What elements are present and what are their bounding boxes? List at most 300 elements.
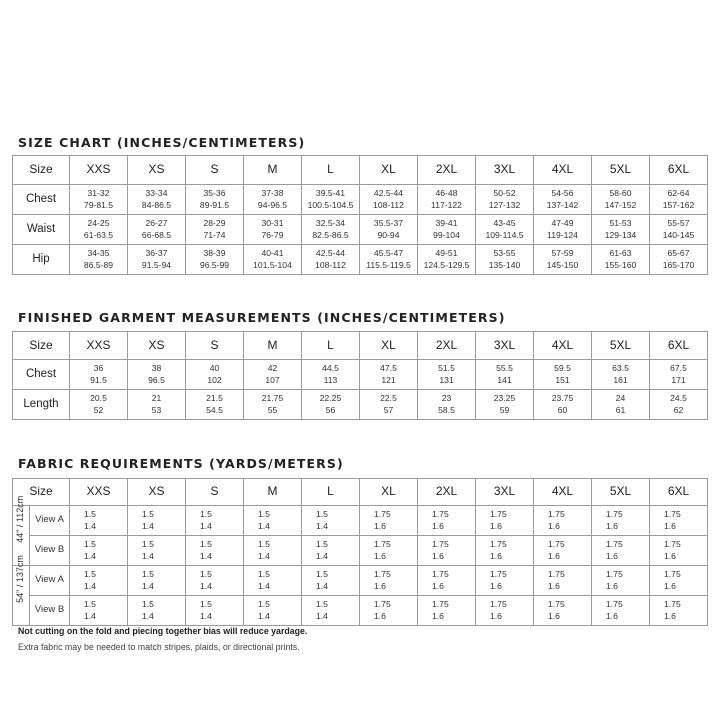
measurement-cell bbox=[360, 185, 418, 215]
value-centimeters: 155-160 bbox=[604, 259, 637, 270]
fabric-width-label bbox=[13, 554, 30, 626]
fabric-cell bbox=[244, 536, 302, 566]
value-meters: 1.6 bbox=[664, 610, 676, 621]
fabric-cell bbox=[418, 596, 476, 626]
value-inches: 26-27 bbox=[145, 218, 168, 229]
value-meters: 1.6 bbox=[548, 580, 560, 591]
fabric-cell bbox=[186, 506, 244, 536]
value-centimeters: 84-86.5 bbox=[141, 199, 172, 210]
measurement-cell bbox=[418, 390, 476, 420]
fabric-cell bbox=[592, 536, 650, 566]
table-row bbox=[13, 566, 708, 596]
value-yards: 1.75 bbox=[374, 539, 391, 550]
size-header-6xl: 6XL bbox=[650, 156, 708, 185]
measurement-cell bbox=[592, 390, 650, 420]
size-header-2xl: 2XL bbox=[418, 156, 476, 185]
value-yards: 1.5 bbox=[258, 509, 270, 520]
value-inches: 33-34 bbox=[145, 188, 168, 199]
size-header-4xl: 4XL bbox=[534, 156, 592, 185]
value-centimeters: 62 bbox=[673, 404, 684, 415]
value-inches: 23 bbox=[441, 393, 452, 404]
measurement-cell bbox=[650, 185, 708, 215]
value-meters: 1.4 bbox=[84, 610, 96, 621]
value-inches: 36-37 bbox=[145, 248, 168, 259]
value-yards: 1.75 bbox=[432, 509, 449, 520]
size-header-xl: XL bbox=[360, 332, 418, 360]
header-row bbox=[13, 479, 708, 506]
value-yards: 1.5 bbox=[84, 569, 96, 580]
value-meters: 1.4 bbox=[142, 550, 154, 561]
value-meters: 1.4 bbox=[316, 580, 328, 591]
measurement-cell bbox=[244, 245, 302, 275]
fabric-cell bbox=[592, 506, 650, 536]
value-meters: 1.4 bbox=[142, 520, 154, 531]
value-centimeters: 90-94 bbox=[377, 229, 400, 240]
value-yards: 1.75 bbox=[606, 509, 623, 520]
fabric-cell bbox=[418, 506, 476, 536]
value-centimeters: 61-63.5 bbox=[83, 229, 114, 240]
measurement-cell bbox=[418, 245, 476, 275]
value-centimeters: 76-79 bbox=[261, 229, 284, 240]
view-label: View A bbox=[30, 506, 70, 536]
fabric-cell bbox=[476, 596, 534, 626]
value-centimeters: 107 bbox=[265, 374, 280, 385]
value-centimeters: 171 bbox=[671, 374, 686, 385]
measurement-cell bbox=[128, 245, 186, 275]
value-yards: 1.75 bbox=[490, 599, 507, 610]
value-inches: 47.5 bbox=[380, 363, 397, 374]
fabric-cell bbox=[360, 506, 418, 536]
value-inches: 46-48 bbox=[435, 188, 458, 199]
measurement-cell bbox=[128, 185, 186, 215]
value-centimeters: 151 bbox=[555, 374, 570, 385]
size-header-s: S bbox=[186, 332, 244, 360]
value-yards: 1.5 bbox=[142, 539, 154, 550]
value-meters: 1.4 bbox=[142, 610, 154, 621]
fabric-cell bbox=[128, 506, 186, 536]
finished-garment-table bbox=[12, 331, 708, 420]
measurement-cell bbox=[302, 185, 360, 215]
measurement-cell bbox=[360, 390, 418, 420]
value-yards: 1.5 bbox=[142, 569, 154, 580]
measurement-cell bbox=[186, 360, 244, 390]
value-centimeters: 121 bbox=[381, 374, 396, 385]
value-centimeters: 145-150 bbox=[546, 259, 579, 270]
value-centimeters: 57 bbox=[383, 404, 394, 415]
value-inches: 38 bbox=[151, 363, 162, 374]
measurement-cell bbox=[186, 215, 244, 245]
value-inches: 42 bbox=[267, 363, 278, 374]
value-yards: 1.5 bbox=[316, 599, 328, 610]
measurement-cell bbox=[534, 360, 592, 390]
measurement-cell bbox=[476, 215, 534, 245]
value-inches: 67.5 bbox=[670, 363, 687, 374]
value-meters: 1.6 bbox=[490, 580, 502, 591]
size-header-xs: XS bbox=[128, 479, 186, 506]
value-centimeters: 71-74 bbox=[203, 229, 226, 240]
value-inches: 55-57 bbox=[667, 218, 690, 229]
value-yards: 1.75 bbox=[490, 539, 507, 550]
value-yards: 1.75 bbox=[490, 509, 507, 520]
value-yards: 1.5 bbox=[258, 599, 270, 610]
fabric-cell bbox=[650, 536, 708, 566]
value-yards: 1.75 bbox=[374, 569, 391, 580]
value-meters: 1.6 bbox=[432, 580, 444, 591]
value-centimeters: 119-124 bbox=[547, 229, 578, 240]
value-inches: 49-51 bbox=[435, 248, 458, 259]
size-header-3xl: 3XL bbox=[476, 479, 534, 506]
value-centimeters: 165-170 bbox=[662, 259, 695, 270]
value-inches: 32.5-34 bbox=[315, 218, 346, 229]
value-meters: 1.6 bbox=[664, 550, 676, 561]
value-centimeters: 135-140 bbox=[488, 259, 521, 270]
value-meters: 1.4 bbox=[200, 520, 212, 531]
size-header-6xl: 6XL bbox=[650, 479, 708, 506]
table-row bbox=[13, 506, 708, 536]
value-centimeters: 52 bbox=[93, 404, 104, 415]
view-label: View A bbox=[30, 566, 70, 596]
value-centimeters: 58.5 bbox=[438, 404, 455, 415]
measurement-cell bbox=[476, 245, 534, 275]
measurement-cell bbox=[244, 185, 302, 215]
value-yards: 1.75 bbox=[490, 569, 507, 580]
measurement-cell bbox=[302, 390, 360, 420]
measurement-cell bbox=[534, 245, 592, 275]
size-header-xs: XS bbox=[128, 332, 186, 360]
size-header-s: S bbox=[186, 479, 244, 506]
value-centimeters: 55 bbox=[267, 404, 278, 415]
measurement-cell bbox=[186, 185, 244, 215]
value-meters: 1.6 bbox=[548, 610, 560, 621]
value-inches: 44.5 bbox=[322, 363, 339, 374]
size-header-3xl: 3XL bbox=[476, 156, 534, 185]
value-centimeters: 96.5-99 bbox=[199, 259, 230, 270]
measurement-cell bbox=[418, 215, 476, 245]
value-yards: 1.75 bbox=[664, 509, 681, 520]
value-inches: 39.5-41 bbox=[315, 188, 346, 199]
size-header-label: Size bbox=[13, 156, 70, 185]
value-yards: 1.75 bbox=[432, 599, 449, 610]
fabric-cell bbox=[592, 596, 650, 626]
fabric-cell bbox=[70, 506, 128, 536]
table-row bbox=[13, 185, 708, 215]
value-centimeters: 59 bbox=[499, 404, 510, 415]
value-inches: 65-67 bbox=[667, 248, 690, 259]
table-row bbox=[13, 245, 708, 275]
value-yards: 1.75 bbox=[664, 539, 681, 550]
value-inches: 63.5 bbox=[612, 363, 629, 374]
size-header-xxs: XXS bbox=[70, 332, 128, 360]
value-meters: 1.6 bbox=[606, 520, 618, 531]
value-centimeters: 101.5-104 bbox=[253, 259, 292, 270]
size-header-xs: XS bbox=[128, 156, 186, 185]
value-meters: 1.4 bbox=[84, 550, 96, 561]
value-meters: 1.6 bbox=[374, 550, 386, 561]
value-yards: 1.5 bbox=[142, 509, 154, 520]
size-chart-table bbox=[12, 155, 708, 275]
value-meters: 1.6 bbox=[432, 520, 444, 531]
value-centimeters: 54.5 bbox=[206, 404, 223, 415]
table-row bbox=[13, 215, 708, 245]
fabric-cell bbox=[418, 536, 476, 566]
value-yards: 1.5 bbox=[200, 599, 212, 610]
size-header-xl: XL bbox=[360, 156, 418, 185]
measurement-cell bbox=[592, 245, 650, 275]
value-inches: 43-45 bbox=[493, 218, 516, 229]
value-inches: 35.5-37 bbox=[373, 218, 404, 229]
size-header-2xl: 2XL bbox=[418, 479, 476, 506]
value-inches: 21 bbox=[151, 393, 162, 404]
fabric-cell bbox=[360, 596, 418, 626]
fabric-cell bbox=[476, 506, 534, 536]
fabric-cell bbox=[70, 536, 128, 566]
value-inches: 24.5 bbox=[670, 393, 687, 404]
value-centimeters: 131 bbox=[439, 374, 454, 385]
value-meters: 1.6 bbox=[606, 550, 618, 561]
value-meters: 1.6 bbox=[664, 580, 676, 591]
table-row bbox=[13, 390, 708, 420]
value-centimeters: 129-134 bbox=[604, 229, 637, 240]
size-header-s: S bbox=[186, 156, 244, 185]
fabric-cell bbox=[70, 596, 128, 626]
value-meters: 1.6 bbox=[664, 520, 676, 531]
fabric-cell bbox=[650, 506, 708, 536]
fabric-cell bbox=[302, 506, 360, 536]
value-inches: 31-32 bbox=[87, 188, 110, 199]
fabric-cell bbox=[360, 536, 418, 566]
measurement-cell bbox=[418, 360, 476, 390]
value-centimeters: 109-114.5 bbox=[485, 229, 524, 240]
value-meters: 1.4 bbox=[142, 580, 154, 591]
size-header-m: M bbox=[244, 156, 302, 185]
value-centimeters: 102 bbox=[207, 374, 222, 385]
fabric-cell bbox=[650, 566, 708, 596]
fabric-cell bbox=[244, 506, 302, 536]
value-meters: 1.4 bbox=[258, 550, 270, 561]
value-inches: 59.5 bbox=[554, 363, 571, 374]
fabric-cell bbox=[128, 566, 186, 596]
table-row bbox=[13, 360, 708, 390]
measurement-cell bbox=[476, 390, 534, 420]
value-inches: 22.25 bbox=[319, 393, 342, 404]
value-meters: 1.6 bbox=[374, 580, 386, 591]
value-inches: 54-56 bbox=[551, 188, 574, 199]
value-centimeters: 66-68.5 bbox=[141, 229, 172, 240]
row-label-waist: Waist bbox=[13, 215, 70, 245]
value-yards: 1.5 bbox=[84, 599, 96, 610]
value-centimeters: 140-145 bbox=[662, 229, 695, 240]
fabric-cell bbox=[128, 596, 186, 626]
size-header-xxs: XXS bbox=[70, 479, 128, 506]
value-yards: 1.5 bbox=[84, 539, 96, 550]
value-meters: 1.4 bbox=[200, 610, 212, 621]
value-centimeters: 157-162 bbox=[662, 199, 695, 210]
value-centimeters: 127-132 bbox=[488, 199, 521, 210]
value-inches: 36 bbox=[93, 363, 104, 374]
value-meters: 1.4 bbox=[316, 610, 328, 621]
fabric-cell bbox=[418, 566, 476, 596]
value-centimeters: 115.5-119.5 bbox=[366, 259, 411, 270]
measurement-cell bbox=[302, 245, 360, 275]
value-inches: 51-53 bbox=[609, 218, 632, 229]
value-centimeters: 60 bbox=[557, 404, 568, 415]
value-centimeters: 94-96.5 bbox=[257, 199, 288, 210]
fabric-cell bbox=[592, 566, 650, 596]
value-centimeters: 147-152 bbox=[604, 199, 637, 210]
size-header-m: M bbox=[244, 479, 302, 506]
value-centimeters: 61 bbox=[615, 404, 626, 415]
value-inches: 40 bbox=[209, 363, 220, 374]
measurement-cell bbox=[476, 185, 534, 215]
value-meters: 1.4 bbox=[258, 580, 270, 591]
value-yards: 1.5 bbox=[316, 539, 328, 550]
size-header-5xl: 5XL bbox=[592, 332, 650, 360]
fabric-requirements-title: FABRIC REQUIREMENTS (YARDS/METERS) bbox=[18, 456, 344, 471]
size-header-label: Size bbox=[13, 479, 70, 506]
value-meters: 1.4 bbox=[316, 520, 328, 531]
value-yards: 1.75 bbox=[606, 569, 623, 580]
fabric-cell bbox=[534, 566, 592, 596]
value-yards: 1.75 bbox=[548, 509, 565, 520]
measurement-cell bbox=[360, 245, 418, 275]
value-inches: 24-25 bbox=[87, 218, 110, 229]
value-inches: 23.25 bbox=[493, 393, 516, 404]
value-inches: 30-31 bbox=[261, 218, 284, 229]
size-header-l: L bbox=[302, 156, 360, 185]
measurement-cell bbox=[186, 390, 244, 420]
table-row bbox=[13, 536, 708, 566]
value-inches: 24 bbox=[615, 393, 626, 404]
value-centimeters: 161 bbox=[613, 374, 628, 385]
value-meters: 1.6 bbox=[490, 520, 502, 531]
value-inches: 28-29 bbox=[203, 218, 226, 229]
measurement-cell bbox=[650, 245, 708, 275]
fabric-cell bbox=[302, 566, 360, 596]
value-inches: 20.5 bbox=[90, 393, 107, 404]
row-label-length: Length bbox=[13, 390, 70, 420]
value-inches: 38-39 bbox=[203, 248, 226, 259]
value-centimeters: 99-104 bbox=[433, 229, 460, 240]
fabric-cell bbox=[650, 596, 708, 626]
measurement-cell bbox=[418, 185, 476, 215]
value-centimeters: 124.5-129.5 bbox=[423, 259, 470, 270]
view-label: View B bbox=[30, 536, 70, 566]
measurement-cell bbox=[650, 215, 708, 245]
value-centimeters: 91.5-94 bbox=[141, 259, 172, 270]
measurement-cell bbox=[534, 390, 592, 420]
measurement-cell bbox=[70, 245, 128, 275]
fabric-requirements-table bbox=[12, 478, 708, 626]
value-yards: 1.5 bbox=[200, 569, 212, 580]
value-inches: 23.75 bbox=[551, 393, 574, 404]
fabric-cell bbox=[476, 536, 534, 566]
size-header-4xl: 4XL bbox=[534, 479, 592, 506]
value-inches: 22.5 bbox=[380, 393, 397, 404]
value-yards: 1.75 bbox=[374, 599, 391, 610]
value-inches: 35-36 bbox=[203, 188, 226, 199]
value-centimeters: 100.5-104.5 bbox=[307, 199, 354, 210]
value-yards: 1.5 bbox=[316, 509, 328, 520]
fabric-cell bbox=[476, 566, 534, 596]
value-meters: 1.4 bbox=[258, 610, 270, 621]
value-meters: 1.6 bbox=[374, 610, 386, 621]
value-inches: 21.75 bbox=[261, 393, 284, 404]
measurement-cell bbox=[650, 390, 708, 420]
value-centimeters: 113 bbox=[323, 374, 338, 385]
value-meters: 1.4 bbox=[200, 580, 212, 591]
fabric-cell bbox=[128, 536, 186, 566]
value-yards: 1.75 bbox=[664, 569, 681, 580]
value-yards: 1.75 bbox=[664, 599, 681, 610]
value-yards: 1.75 bbox=[432, 569, 449, 580]
header-row bbox=[13, 156, 708, 185]
value-meters: 1.6 bbox=[374, 520, 386, 531]
fabric-cell bbox=[302, 536, 360, 566]
value-inches: 21.5 bbox=[206, 393, 223, 404]
size-header-m: M bbox=[244, 332, 302, 360]
value-meters: 1.6 bbox=[432, 550, 444, 561]
value-inches: 37-38 bbox=[261, 188, 284, 199]
measurement-cell bbox=[244, 390, 302, 420]
size-header-4xl: 4XL bbox=[534, 332, 592, 360]
measurement-cell bbox=[128, 360, 186, 390]
value-centimeters: 82.5-86.5 bbox=[312, 229, 349, 240]
value-yards: 1.75 bbox=[548, 599, 565, 610]
fabric-cell bbox=[244, 596, 302, 626]
value-inches: 39-41 bbox=[435, 218, 458, 229]
fabric-cell bbox=[186, 566, 244, 596]
finished-garment-title: FINISHED GARMENT MEASUREMENTS (INCHES/CENTIMETERS) bbox=[18, 310, 506, 325]
measurement-cell bbox=[534, 215, 592, 245]
measurement-cell bbox=[244, 215, 302, 245]
fabric-width-text: 54" / 137cm bbox=[15, 554, 26, 603]
value-meters: 1.6 bbox=[606, 610, 618, 621]
value-meters: 1.6 bbox=[432, 610, 444, 621]
size-chart-title: SIZE CHART (INCHES/CENTIMETERS) bbox=[18, 135, 306, 150]
fabric-cell bbox=[244, 566, 302, 596]
header-row bbox=[13, 332, 708, 360]
value-yards: 1.75 bbox=[548, 569, 565, 580]
note-extra-fabric: Extra fabric may be needed to match stripes, plaids, or directional prints. bbox=[18, 642, 300, 652]
value-centimeters: 89-91.5 bbox=[199, 199, 230, 210]
fabric-cell bbox=[186, 536, 244, 566]
size-header-l: L bbox=[302, 332, 360, 360]
value-centimeters: 56 bbox=[325, 404, 336, 415]
measurement-cell bbox=[186, 245, 244, 275]
measurement-cell bbox=[70, 360, 128, 390]
measurement-cell bbox=[360, 215, 418, 245]
value-meters: 1.6 bbox=[606, 580, 618, 591]
measurement-cell bbox=[70, 390, 128, 420]
row-label-chest: Chest bbox=[13, 185, 70, 215]
fabric-width-text: 44" / 112cm bbox=[15, 495, 26, 543]
value-yards: 1.5 bbox=[258, 569, 270, 580]
value-inches: 55.5 bbox=[496, 363, 513, 374]
value-centimeters: 108-112 bbox=[373, 199, 404, 210]
measurement-cell bbox=[534, 185, 592, 215]
measurement-cell bbox=[476, 360, 534, 390]
measurement-cell bbox=[128, 215, 186, 245]
value-centimeters: 108-112 bbox=[315, 259, 346, 270]
size-header-5xl: 5XL bbox=[592, 479, 650, 506]
value-centimeters: 91.5 bbox=[90, 374, 107, 385]
measurement-cell bbox=[592, 185, 650, 215]
measurement-cell bbox=[128, 390, 186, 420]
value-inches: 50-52 bbox=[493, 188, 516, 199]
measurement-cell bbox=[70, 185, 128, 215]
size-header-2xl: 2XL bbox=[418, 332, 476, 360]
table-row bbox=[13, 596, 708, 626]
